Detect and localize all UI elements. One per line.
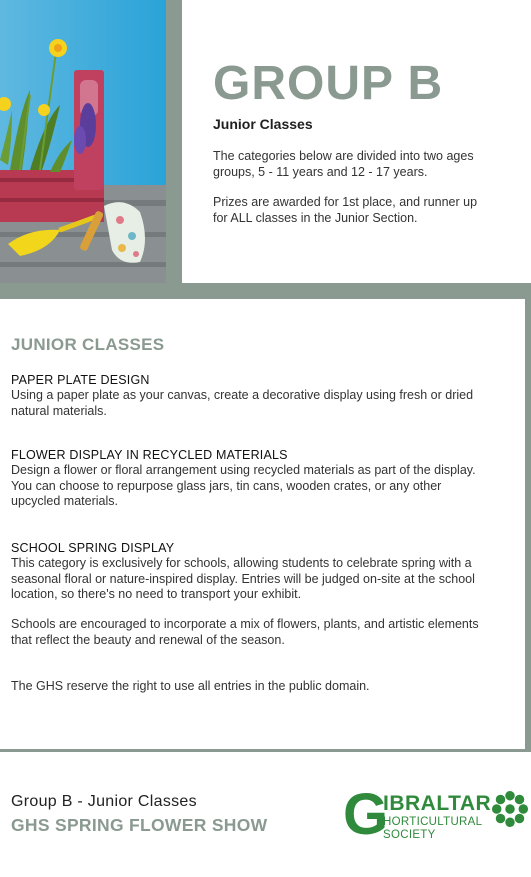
garden-photo-illustration — [0, 0, 166, 283]
category-paper-plate — [11, 373, 491, 419]
society-logo — [343, 782, 531, 848]
intro-paragraph: The categories below are divided into two ages groups, 5 - 11 years and 12 - 17 years. — [213, 149, 474, 179]
flower-icon — [491, 790, 529, 828]
footer-show-name: GHS SPRING FLOWER SHOW — [11, 815, 268, 835]
category-description: Design a flower or floral arrangement using recycled materials as part of the display. You can choose to repurpose glass jars, tin cans, wooden crates, or any other upcycled materials. — [11, 463, 476, 508]
category-description: Using a paper plate as your canvas, create a decorative display using fresh or dried natural materials. — [11, 388, 474, 418]
footer-group-label: Group B - Junior Classes — [11, 793, 197, 810]
schools-note: Schools are encouraged to incorporate a mix of flowers, plants, and artistic elements that reflect the beauty and renewal of the season. — [11, 617, 479, 647]
classes-panel — [0, 299, 525, 749]
logo-sub-society: SOCIETY — [383, 829, 436, 841]
category-heading: SCHOOL SPRING DISPLAY — [11, 541, 175, 555]
section-title: JUNIOR CLASSES — [11, 335, 165, 354]
category-school-spring — [11, 541, 491, 603]
prizes-paragraph: Prizes are awarded for 1st place, and runner up for ALL classes in the Junior Section. — [213, 195, 478, 225]
category-description: This category is exclusively for schools, allowing students to celebrate spring with a seasonal floral or nature-inspired display. Entries will be judged on-site at the school location, so there's no need to transport your exhibit. — [11, 556, 475, 601]
category-recycled-materials — [11, 448, 491, 510]
category-heading: FLOWER DISPLAY IN RECYCLED MATERIALS — [11, 448, 288, 462]
hero-photo — [0, 0, 166, 283]
page-subtitle: Junior Classes — [213, 116, 313, 132]
logo-word: IBRALTAR — [383, 792, 492, 815]
logo-initial: G — [343, 782, 389, 847]
page-title: GROUP B — [213, 57, 444, 110]
footer — [0, 752, 531, 877]
rights-note: The GHS reserve the right to use all entries in the public domain. — [11, 679, 370, 693]
logo-sub-horticultural: HORTICULTURAL — [383, 816, 483, 828]
hero-panel — [182, 0, 531, 283]
category-heading: PAPER PLATE DESIGN — [11, 373, 150, 387]
